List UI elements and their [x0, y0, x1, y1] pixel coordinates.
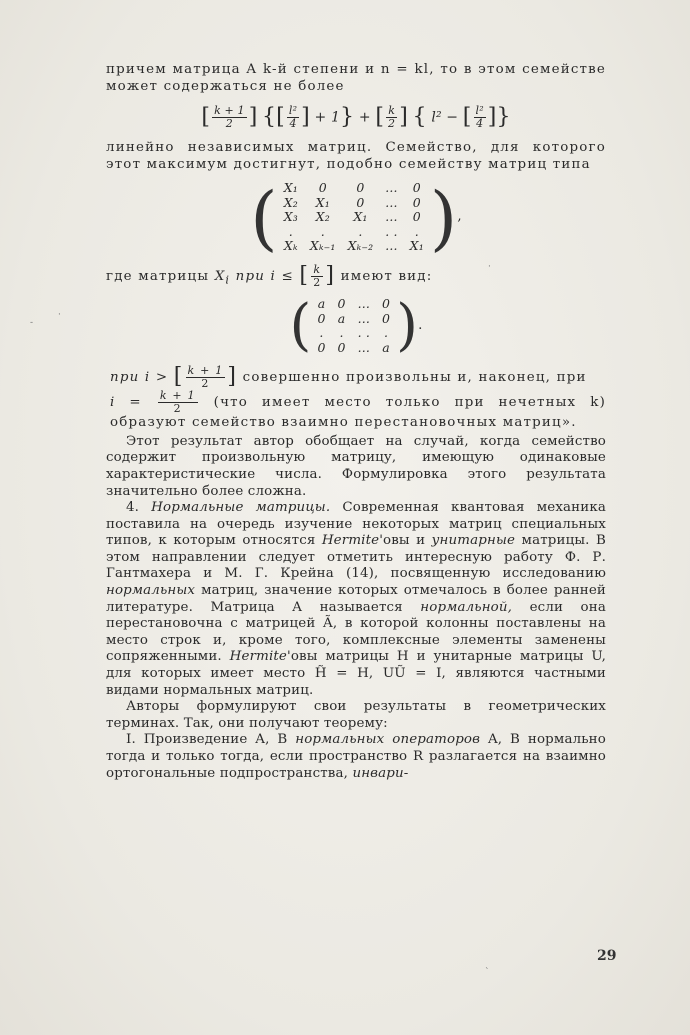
text-line-3: где матрицы $X_i$ при i ≤ [ $\frac{k}{2}$ ] имеют вид:	[106, 262, 433, 289]
matrix-x-cell: ...	[385, 180, 398, 196]
matrix-x-cell: ...	[385, 194, 398, 210]
formula-count: [ $\frac{k + 1}{2}$ ] {[ $\frac{\text{l²}}{4}$ ] + 1} + [ $\frac{k}{2}$ ] { l² − [ $\frac{\text{l²}}{4}$ ]}	[201, 104, 511, 131]
matrix-x-cell: .	[320, 223, 325, 239]
matrix-a-row	[311, 341, 396, 356]
matrix-x-cell: .	[414, 223, 419, 239]
matrix-family: ( X₁ 0 0 ... 0 X₂ X₁ 0 ... 0 X₃ X₂ X₁ ... 0 . . . . . . Xₖ Xₖ₋₁ Xₖ₋₂ ... X₁ ) ,	[250, 176, 462, 259]
matrix-a-row	[311, 312, 396, 327]
matrix-x-row	[278, 210, 430, 225]
scan-speck: -	[30, 318, 34, 328]
page-number: 29	[597, 948, 617, 964]
matrix-x-cell: ...	[385, 238, 398, 254]
paragraph-normal-matrices: 4. Нормальные матрицы. Современная квантовая механика поставила на очередь изучение некоторых матриц специальных типов, к которым относятся Hermite'овы и унитарные матрицы. В этом направлении следует отметить интересную работу Ф. Р. Гантмахера и М. Г. Крейна (14), посвященную исследованию нормальных матриц, значение которых отмечалось в более ранней литературе. Матрица A называется нормальной, если она перестановочна с матрицей Ã, в которой колонны поставлены на место строк и, кроме того, комплексные элементы заменены сопряженными. Hermite'овы матрицы H и унитарные матрицы U, для которых имеет место H̃ = H, UŨ = I, являются частными видами нормальных матриц.	[106, 500, 606, 698]
paragraph-generalization: Этот результат автор обобщает на случай, когда семейство содержит произвольную матрицу, имеющую одинаковые характеристические числа. Формулировка этого результата значительно более сложна.	[106, 433, 606, 499]
frac-k1-over-2: $\frac{k + 1}{2}$	[214, 104, 245, 131]
matrix-a-cell: 0	[382, 310, 391, 326]
text-line-4: при i > [ $\frac{k + 1}{2}$ ] совершенно произвольны и, наконец, при	[110, 364, 587, 391]
frac-l2-over-4: $\frac{\text{l²}}{4}$	[288, 104, 298, 131]
matrix-a-row	[311, 297, 396, 312]
matrix-x-cell: ...	[385, 209, 398, 225]
scan-speck: `	[485, 968, 490, 978]
scan-speck: ·	[488, 262, 491, 272]
matrix-x-cell: 0	[412, 194, 421, 210]
matrix-a-cell: a	[382, 339, 390, 355]
matrix-x-cell: Xₖ₋₁	[309, 238, 336, 254]
page-content	[106, 62, 606, 782]
text-line-1: причем матрица A k-й степени и n = kl, то в этом семействе может содержаться не более	[106, 62, 606, 94]
matrix-a-cell: a	[317, 296, 326, 312]
matrix-a-cell: 0	[337, 339, 346, 355]
matrix-a-cell: .	[339, 325, 344, 341]
matrix-a-cell: ...	[357, 310, 371, 326]
matrix-x-cell: X₃	[283, 209, 298, 225]
scan-speck: ·	[58, 310, 61, 320]
matrix-a-cell: ...	[357, 339, 371, 355]
frac-k1-over-2-cond: $\frac{k + 1}{2}$	[187, 364, 224, 391]
matrix-a-cell: 0	[317, 310, 326, 326]
paragraph-theorem: I. Произведение A, B нормальных операторов A, B нормально тогда и только тогда, если пространство R разлагается на взаимно ортогональные подпространства, инвари-	[106, 732, 606, 781]
matrix-x-cell: X₂	[283, 194, 298, 210]
matrix-a-row	[311, 326, 396, 341]
matrix-x-cell: X₁	[283, 180, 298, 196]
matrix-a-cell: 0	[382, 296, 391, 312]
matrix-a-cell: a	[337, 310, 346, 326]
matrix-scalar: ( a 0 ... 0 0 a ... 0 . . . . . 0 0 ... a ) .	[289, 293, 423, 359]
matrix-x-block	[278, 181, 430, 254]
matrix-x-cell: 0	[412, 180, 421, 196]
matrix-a-cell: ...	[357, 296, 371, 312]
matrix-x-cell: 0	[356, 194, 365, 210]
matrix-a-cell: .	[319, 325, 324, 341]
paragraph-geometric: Авторы формулируют свои результаты в геометрических терминах. Так, они получают теорему:	[106, 699, 606, 731]
matrix-x-cell: 0	[318, 180, 327, 196]
matrix-x-cell: X₁	[409, 238, 424, 254]
matrix-x-cell: X₁	[353, 209, 368, 225]
matrix-x-cell: .	[358, 223, 363, 239]
frac-k-over-2: $\frac{k}{2}$	[388, 104, 396, 131]
matrix-x-cell: 0	[412, 209, 421, 225]
matrix-a-cell: .	[384, 325, 389, 341]
matrix-x-row	[278, 225, 430, 240]
frac-l2-over-4-b: $\frac{\text{l²}}{4}$	[475, 104, 484, 131]
matrix-a-cell: . .	[357, 325, 371, 341]
matrix-x-cell: .	[288, 223, 293, 239]
matrix-x-row	[278, 181, 430, 196]
matrix-a-cell: 0	[317, 339, 326, 355]
matrix-x-cell: X₂	[315, 209, 330, 225]
matrix-x-cell: Xₖ	[283, 238, 298, 254]
matrix-x-cell: 0	[356, 180, 365, 196]
matrix-a-diag	[311, 297, 396, 355]
text-line-5: i = $\frac{k + 1}{2}$ (что имеет место только при нечетных k) образуют семейство взаимно перестановочных матриц».	[110, 389, 606, 431]
matrix-x-cell: . .	[385, 223, 398, 239]
matrix-x-cell: Xₖ₋₂	[347, 238, 374, 254]
matrix-x-row	[278, 239, 430, 254]
frac-k1-over-2-eq: $\frac{k + 1}{2}$	[159, 389, 196, 416]
matrix-a-cell: 0	[337, 296, 346, 312]
matrix-x-row	[278, 196, 430, 211]
text-line-2: линейно независимых матриц. Семейство, для которого этот максимум достигнут, подобно семейству матриц типа	[106, 140, 606, 172]
frac-k-over-2-cond: $\frac{k}{2}$	[313, 262, 322, 289]
matrix-x-cell: X₁	[315, 194, 330, 210]
